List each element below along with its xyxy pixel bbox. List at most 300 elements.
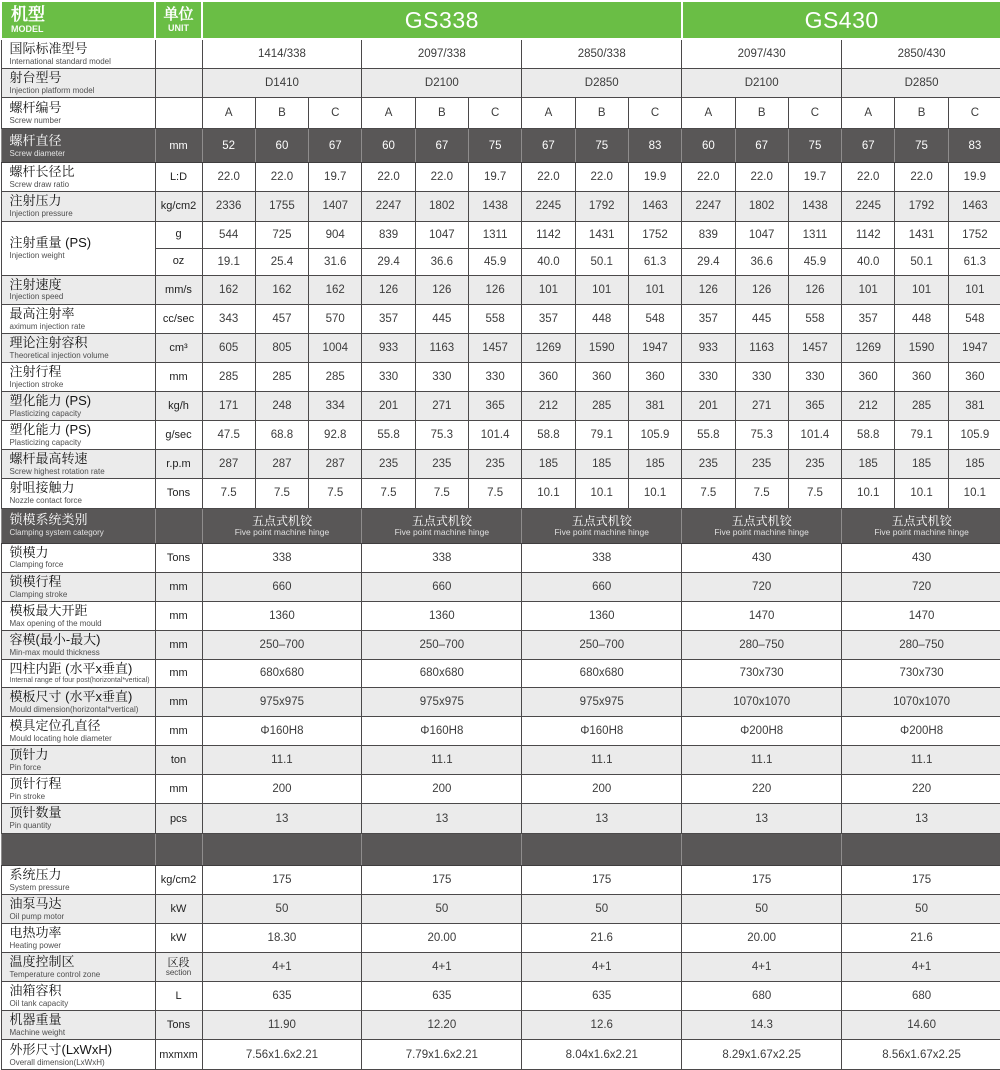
clamp-system-en: Five point machine hinge bbox=[394, 527, 490, 538]
value-cell: 79.1 bbox=[575, 421, 628, 450]
value-cell: 1755 bbox=[255, 192, 308, 221]
row-label-en: Mould locating hole diameter bbox=[9, 734, 112, 744]
value-cell: 285 bbox=[895, 392, 948, 421]
value-cell: 75 bbox=[468, 129, 521, 163]
spec-row bbox=[1, 630, 1000, 659]
value-cell: Φ200H8 bbox=[842, 717, 1000, 746]
value-cell: 201 bbox=[682, 392, 735, 421]
row-label-cn: 电热功率 bbox=[9, 924, 62, 940]
value-cell: C bbox=[468, 98, 521, 129]
value-cell: A bbox=[202, 98, 255, 129]
spec-row bbox=[1, 333, 1000, 362]
row-label-en: Injection pressure bbox=[9, 209, 73, 219]
value-cell: 75 bbox=[575, 129, 628, 163]
spec-row bbox=[1, 450, 1000, 479]
value-cell: 22.0 bbox=[415, 163, 468, 192]
unit-cell bbox=[155, 39, 202, 69]
value-cell: 357 bbox=[522, 304, 575, 333]
value-cell: 22.0 bbox=[362, 163, 415, 192]
row-label-cn: 油箱容积 bbox=[9, 983, 62, 999]
value-cell: D1410 bbox=[202, 69, 362, 98]
value-cell: 285 bbox=[575, 392, 628, 421]
spec-row bbox=[1, 894, 1000, 923]
value-cell: 10.1 bbox=[522, 479, 575, 508]
value-cell: 19.7 bbox=[309, 163, 362, 192]
spec-row bbox=[1, 1011, 1000, 1040]
value-cell: 175 bbox=[522, 865, 682, 894]
unit-cell: mm bbox=[155, 630, 202, 659]
value-cell: B bbox=[255, 98, 308, 129]
unit-cell: 区段 section bbox=[155, 952, 202, 981]
unit-cell: mm bbox=[155, 717, 202, 746]
separator-row bbox=[1, 833, 1000, 865]
value-cell: 4+1 bbox=[362, 952, 522, 981]
value-cell: 105.9 bbox=[628, 421, 681, 450]
value-cell: C bbox=[309, 98, 362, 129]
value-cell: 338 bbox=[202, 543, 362, 572]
value-cell: 248 bbox=[255, 392, 308, 421]
value-cell: 18.30 bbox=[202, 923, 362, 952]
unit-cell: mm bbox=[155, 129, 202, 163]
value-cell: 200 bbox=[362, 775, 522, 804]
value-cell: 7.5 bbox=[362, 479, 415, 508]
value-cell: 839 bbox=[362, 221, 415, 248]
value-cell: 1457 bbox=[788, 333, 841, 362]
value-cell: 8.04x1.6x2.21 bbox=[522, 1040, 682, 1070]
separator-label-cell bbox=[1, 833, 155, 865]
unit-cell: kW bbox=[155, 923, 202, 952]
value-cell: 904 bbox=[309, 221, 362, 248]
row-label-cn: 锁模力 bbox=[9, 544, 49, 560]
value-cell: C bbox=[948, 98, 1000, 129]
clamp-system-cn: 五点式机铰 bbox=[891, 513, 952, 528]
model-gs430-header: GS430 bbox=[682, 1, 1000, 39]
clamp-system-cell bbox=[842, 508, 1000, 543]
clamp-system-en: Five point machine hinge bbox=[554, 527, 649, 538]
unit-cell: mm bbox=[155, 362, 202, 391]
row-label-cn: 螺杆最高转速 bbox=[9, 451, 88, 467]
value-cell: 11.1 bbox=[842, 746, 1000, 775]
value-cell: 235 bbox=[468, 450, 521, 479]
value-cell: 7.5 bbox=[788, 479, 841, 508]
unit-cell: Tons bbox=[155, 479, 202, 508]
value-cell: 7.5 bbox=[309, 479, 362, 508]
value-cell: 725 bbox=[255, 221, 308, 248]
value-cell: 79.1 bbox=[895, 421, 948, 450]
clamp-system-cell bbox=[682, 508, 842, 543]
row-label-en: Temperature control zone bbox=[9, 969, 101, 979]
value-cell: 22.0 bbox=[575, 163, 628, 192]
unit-cell: kg/cm2 bbox=[155, 192, 202, 221]
value-cell: 430 bbox=[842, 543, 1000, 572]
row-label-cn: 注射速度 bbox=[9, 276, 62, 292]
row-label-cn: 系统压力 bbox=[9, 866, 62, 882]
value-cell: 175 bbox=[682, 865, 842, 894]
value-cell: 7.5 bbox=[202, 479, 255, 508]
value-cell: 101 bbox=[522, 275, 575, 304]
model-header bbox=[1, 1, 155, 39]
value-cell: 4+1 bbox=[202, 952, 362, 981]
value-cell: 360 bbox=[895, 362, 948, 391]
value-cell: 162 bbox=[255, 275, 308, 304]
row-label-en: Pin quantity bbox=[9, 821, 52, 831]
value-cell: 271 bbox=[415, 392, 468, 421]
value-cell: 175 bbox=[842, 865, 1000, 894]
row-label-en: Machine weight bbox=[9, 1028, 66, 1038]
row-label bbox=[1, 192, 155, 221]
value-cell: 10.1 bbox=[842, 479, 895, 508]
row-label bbox=[1, 804, 155, 833]
value-cell: 330 bbox=[735, 362, 788, 391]
value-cell: 933 bbox=[362, 333, 415, 362]
value-cell: 1360 bbox=[362, 601, 522, 630]
value-cell: 660 bbox=[522, 572, 682, 601]
row-label-cn: 注射行程 bbox=[9, 363, 62, 379]
value-cell: 185 bbox=[842, 450, 895, 479]
spec-row bbox=[1, 479, 1000, 508]
value-cell: 101 bbox=[948, 275, 1000, 304]
value-cell: 558 bbox=[788, 304, 841, 333]
model-header-en: MODEL bbox=[11, 23, 44, 34]
clamp-system-cell bbox=[202, 508, 362, 543]
value-cell: A bbox=[842, 98, 895, 129]
value-cell: 360 bbox=[628, 362, 681, 391]
value-cell: 58.8 bbox=[522, 421, 575, 450]
value-cell: 10.1 bbox=[575, 479, 628, 508]
spec-row bbox=[1, 304, 1000, 333]
value-cell: 105.9 bbox=[948, 421, 1000, 450]
value-cell: 171 bbox=[202, 392, 255, 421]
spec-row bbox=[1, 775, 1000, 804]
value-cell: 10.1 bbox=[628, 479, 681, 508]
row-label-cn: 顶针力 bbox=[9, 747, 49, 763]
value-cell: 13 bbox=[522, 804, 682, 833]
value-cell: 1047 bbox=[735, 221, 788, 248]
clamp-system-cn: 五点式机铰 bbox=[251, 513, 312, 528]
row-label-en: Injection weight bbox=[9, 250, 65, 260]
spec-row bbox=[1, 952, 1000, 981]
row-label-en: Injection platform model bbox=[9, 86, 95, 96]
clamp-system-en: Five point machine hinge bbox=[234, 527, 330, 538]
value-cell: 365 bbox=[788, 392, 841, 421]
value-cell: 67 bbox=[522, 129, 575, 163]
value-cell: 1470 bbox=[842, 601, 1000, 630]
value-cell: 162 bbox=[309, 275, 362, 304]
value-cell: 635 bbox=[202, 982, 362, 1011]
unit-cell bbox=[155, 69, 202, 98]
row-label-cn: 螺杆编号 bbox=[9, 100, 62, 116]
value-cell: 1752 bbox=[948, 221, 1000, 248]
value-cell: 1802 bbox=[415, 192, 468, 221]
row-label-en: International standard model bbox=[9, 56, 111, 66]
spec-row bbox=[1, 362, 1000, 391]
value-cell: 1360 bbox=[202, 601, 362, 630]
value-cell: 1792 bbox=[575, 192, 628, 221]
value-cell: 47.5 bbox=[202, 421, 255, 450]
row-label bbox=[1, 163, 155, 192]
spec-row bbox=[1, 746, 1000, 775]
value-cell: 22.0 bbox=[842, 163, 895, 192]
value-cell: 7.5 bbox=[255, 479, 308, 508]
value-cell: 83 bbox=[948, 129, 1000, 163]
value-cell: 235 bbox=[735, 450, 788, 479]
row-label-en: Max opening of the mould bbox=[9, 618, 102, 628]
value-cell: 11.90 bbox=[202, 1011, 362, 1040]
value-cell: 22.0 bbox=[895, 163, 948, 192]
value-cell: 730x730 bbox=[842, 660, 1000, 688]
unit-cell: mm/s bbox=[155, 275, 202, 304]
value-cell: 720 bbox=[842, 572, 1000, 601]
value-cell: 60 bbox=[255, 129, 308, 163]
row-label-cn: 温度控制区 bbox=[9, 953, 75, 969]
value-cell: 1269 bbox=[522, 333, 575, 362]
row-label bbox=[1, 687, 155, 716]
value-cell: 7.5 bbox=[735, 479, 788, 508]
value-cell: 67 bbox=[842, 129, 895, 163]
value-cell: Φ200H8 bbox=[682, 717, 842, 746]
value-cell: 250–700 bbox=[522, 630, 682, 659]
value-cell: 19.9 bbox=[628, 163, 681, 192]
separator-cell bbox=[202, 833, 362, 865]
spec-row bbox=[1, 1040, 1000, 1070]
value-cell: 360 bbox=[948, 362, 1000, 391]
row-label-en: Heating power bbox=[9, 940, 62, 950]
value-cell: 1590 bbox=[895, 333, 948, 362]
row-label bbox=[1, 333, 155, 362]
unit-cell: g bbox=[155, 221, 202, 248]
value-cell: 50 bbox=[522, 894, 682, 923]
value-cell: 330 bbox=[362, 362, 415, 391]
value-cell: A bbox=[362, 98, 415, 129]
value-cell: 1070x1070 bbox=[842, 687, 1000, 716]
value-cell: 338 bbox=[362, 543, 522, 572]
unit-cell: L:D bbox=[155, 163, 202, 192]
value-cell: 212 bbox=[522, 392, 575, 421]
spec-row bbox=[1, 69, 1000, 98]
value-cell: 14.60 bbox=[842, 1011, 1000, 1040]
value-cell: 2097/338 bbox=[362, 39, 522, 69]
spec-row bbox=[1, 543, 1000, 572]
row-label-cn: 模板尺寸 (水平x垂直) bbox=[9, 688, 133, 704]
value-cell: 19.7 bbox=[468, 163, 521, 192]
row-label-en: Min-max mould thickness bbox=[9, 647, 100, 657]
value-cell: 343 bbox=[202, 304, 255, 333]
spec-row bbox=[1, 129, 1000, 163]
value-cell: 839 bbox=[682, 221, 735, 248]
clamp-system-en: Five point machine hinge bbox=[874, 527, 969, 538]
value-cell: 660 bbox=[362, 572, 522, 601]
value-cell: 7.79x1.6x2.21 bbox=[362, 1040, 522, 1070]
value-cell: 338 bbox=[522, 543, 682, 572]
value-cell: 660 bbox=[202, 572, 362, 601]
separator-cell bbox=[842, 833, 1000, 865]
unit-cell: cm³ bbox=[155, 333, 202, 362]
spec-row bbox=[1, 275, 1000, 304]
spec-row bbox=[1, 163, 1000, 192]
row-label-cn: 最高注射率 bbox=[9, 305, 75, 321]
value-cell: 200 bbox=[522, 775, 682, 804]
row-label-cn: 锁模系统类别 bbox=[9, 512, 88, 528]
value-cell: 20.00 bbox=[682, 923, 842, 952]
row-label bbox=[1, 508, 155, 543]
row-label-en: Oil tank capacity bbox=[9, 999, 69, 1009]
value-cell: 220 bbox=[842, 775, 1000, 804]
value-cell: 7.5 bbox=[468, 479, 521, 508]
value-cell: 13 bbox=[842, 804, 1000, 833]
spec-row bbox=[1, 39, 1000, 69]
row-label-en: Clamping force bbox=[9, 560, 64, 570]
value-cell: 680x680 bbox=[202, 660, 362, 688]
value-cell: 50.1 bbox=[575, 248, 628, 275]
value-cell: 75.3 bbox=[735, 421, 788, 450]
value-cell: 430 bbox=[682, 543, 842, 572]
value-cell: 8.29x1.67x2.25 bbox=[682, 1040, 842, 1070]
unit-cell: mxmxm bbox=[155, 1040, 202, 1070]
row-label-en: Plasticizing capacity bbox=[9, 438, 82, 448]
value-cell: 45.9 bbox=[788, 248, 841, 275]
value-cell: 975x975 bbox=[362, 687, 522, 716]
row-label-en: Plasticizing capacity bbox=[9, 408, 82, 418]
value-cell: 185 bbox=[895, 450, 948, 479]
value-cell: 287 bbox=[309, 450, 362, 479]
value-cell: 68.8 bbox=[255, 421, 308, 450]
value-cell: 13 bbox=[202, 804, 362, 833]
value-cell: 52 bbox=[202, 129, 255, 163]
value-cell: 635 bbox=[522, 982, 682, 1011]
row-label bbox=[1, 660, 155, 688]
value-cell: 126 bbox=[788, 275, 841, 304]
value-cell: 445 bbox=[415, 304, 468, 333]
value-cell: 1438 bbox=[468, 192, 521, 221]
value-cell: 235 bbox=[788, 450, 841, 479]
value-cell: 55.8 bbox=[362, 421, 415, 450]
value-cell: 50 bbox=[682, 894, 842, 923]
value-cell: 40.0 bbox=[842, 248, 895, 275]
value-cell: 31.6 bbox=[309, 248, 362, 275]
row-label-en: Mould dimension(horizontal*vertical) bbox=[9, 704, 139, 714]
clamp-system-cell bbox=[522, 508, 682, 543]
row-label-en: System pressure bbox=[9, 882, 70, 892]
row-label-cn: 国际标准型号 bbox=[9, 41, 88, 56]
value-cell: 680x680 bbox=[362, 660, 522, 688]
value-cell: 50.1 bbox=[895, 248, 948, 275]
value-cell: 805 bbox=[255, 333, 308, 362]
value-cell: 126 bbox=[735, 275, 788, 304]
row-label bbox=[1, 746, 155, 775]
spec-row bbox=[1, 221, 1000, 248]
value-cell: 605 bbox=[202, 333, 255, 362]
value-cell: 360 bbox=[842, 362, 895, 391]
value-cell: 2850/430 bbox=[842, 39, 1000, 69]
spec-row bbox=[1, 392, 1000, 421]
separator-cell bbox=[682, 833, 842, 865]
value-cell: B bbox=[415, 98, 468, 129]
row-label-cn: 顶针行程 bbox=[9, 776, 62, 792]
value-cell: 175 bbox=[202, 865, 362, 894]
spec-row bbox=[1, 687, 1000, 716]
value-cell: 933 bbox=[682, 333, 735, 362]
row-label-en: Clamping system category bbox=[9, 528, 104, 538]
row-label bbox=[1, 630, 155, 659]
value-cell: 1142 bbox=[522, 221, 575, 248]
value-cell: C bbox=[628, 98, 681, 129]
unit-header bbox=[155, 1, 202, 39]
value-cell: 12.6 bbox=[522, 1011, 682, 1040]
value-cell: 1311 bbox=[468, 221, 521, 248]
row-label bbox=[1, 479, 155, 508]
value-cell: 1470 bbox=[682, 601, 842, 630]
row-label bbox=[1, 421, 155, 450]
row-label-cn: 螺杆直径 bbox=[9, 132, 62, 148]
unit-cell: oz bbox=[155, 248, 202, 275]
row-label-cn: 顶针数量 bbox=[9, 805, 62, 821]
spec-row bbox=[1, 865, 1000, 894]
value-cell: 201 bbox=[362, 392, 415, 421]
value-cell: 250–700 bbox=[202, 630, 362, 659]
row-label-en: Internal range of four post(horizontal*vertical) bbox=[9, 676, 150, 684]
value-cell: 558 bbox=[468, 304, 521, 333]
value-cell: 50 bbox=[202, 894, 362, 923]
unit-cell: mm bbox=[155, 687, 202, 716]
value-cell: 975x975 bbox=[522, 687, 682, 716]
value-cell: 40.0 bbox=[522, 248, 575, 275]
row-label-en: Injection stroke bbox=[9, 379, 64, 389]
value-cell: 50 bbox=[362, 894, 522, 923]
value-cell: 36.6 bbox=[415, 248, 468, 275]
value-cell: 280–750 bbox=[842, 630, 1000, 659]
row-label bbox=[1, 39, 155, 69]
value-cell: 1269 bbox=[842, 333, 895, 362]
value-cell: 185 bbox=[522, 450, 575, 479]
value-cell: 13 bbox=[362, 804, 522, 833]
unit-header-cn: 单位 bbox=[163, 6, 194, 24]
row-label-cn: 螺杆长径比 bbox=[9, 164, 75, 180]
value-cell: 4+1 bbox=[522, 952, 682, 981]
clamp-system-cell bbox=[362, 508, 522, 543]
value-cell: 175 bbox=[362, 865, 522, 894]
spec-row bbox=[1, 421, 1000, 450]
value-cell: 75.3 bbox=[415, 421, 468, 450]
value-cell: 1947 bbox=[628, 333, 681, 362]
value-cell: 360 bbox=[522, 362, 575, 391]
value-cell: 185 bbox=[948, 450, 1000, 479]
value-cell: 11.1 bbox=[522, 746, 682, 775]
value-cell: 720 bbox=[682, 572, 842, 601]
value-cell: 1590 bbox=[575, 333, 628, 362]
value-cell: 12.20 bbox=[362, 1011, 522, 1040]
value-cell: 101.4 bbox=[788, 421, 841, 450]
row-label-en: Pin force bbox=[9, 763, 42, 773]
row-label-en: Clamping stroke bbox=[9, 589, 68, 599]
value-cell: 285 bbox=[309, 362, 362, 391]
row-label bbox=[1, 1011, 155, 1040]
unit-cell: L bbox=[155, 982, 202, 1011]
value-cell: 2336 bbox=[202, 192, 255, 221]
unit-cell bbox=[155, 98, 202, 129]
value-cell: 67 bbox=[735, 129, 788, 163]
value-cell: 448 bbox=[575, 304, 628, 333]
value-cell: 11.1 bbox=[202, 746, 362, 775]
unit-cell: mm bbox=[155, 775, 202, 804]
row-label bbox=[1, 362, 155, 391]
value-cell: 330 bbox=[468, 362, 521, 391]
spec-body bbox=[1, 39, 1000, 1070]
value-cell: 20.00 bbox=[362, 923, 522, 952]
value-cell: 1311 bbox=[788, 221, 841, 248]
value-cell: 2097/430 bbox=[682, 39, 842, 69]
value-cell: 67 bbox=[415, 129, 468, 163]
value-cell: 13 bbox=[682, 804, 842, 833]
